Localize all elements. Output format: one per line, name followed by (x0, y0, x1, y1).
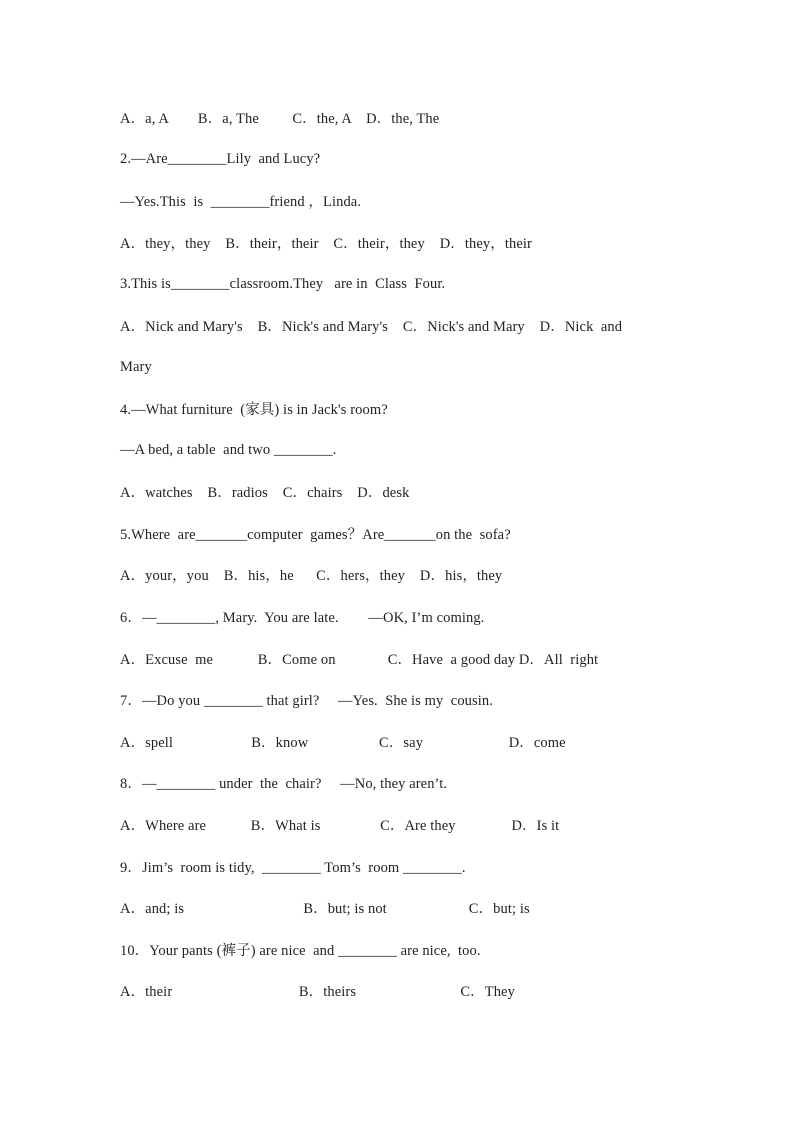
q2-question: 2.—Are________Lily and Lucy? (120, 151, 321, 167)
q9-question: 9．Jim’s room is tidy, ________ Tom’s room ________. (120, 860, 466, 876)
q8-options: A．Where are B．What is C．Are they D．Is it (120, 818, 560, 834)
q4-question: 4.—What furniture (家具) is in Jack's room? (120, 402, 388, 418)
q1-options: A．a, A B．a, The C．the, A D．the, The (120, 111, 440, 127)
q6-options: A．Excuse me B．Come on C．Have a good day D．All right (120, 652, 599, 668)
q3-options-continued: Mary (120, 359, 152, 375)
q2-options: A．they，they B．their，their C．their，they D．they，their (120, 236, 532, 252)
q3-question: 3.This is________classroom.They are in Class Four. (120, 276, 446, 292)
q3-options: A．Nick and Mary's B．Nick's and Mary's C．Nick's and Mary D．Nick and (120, 319, 623, 335)
q10-question: 10．Your pants (裤子) are nice and ________ are nice, too. (120, 943, 481, 959)
q7-question: 7．—Do you ________ that girl? —Yes. She is my cousin. (120, 693, 493, 709)
q5-options: A．your，you B．his，he C．hers，they D．his，they (120, 568, 503, 584)
q6-question: 6．—________, Mary. You are late. —OK, I’m coming. (120, 610, 485, 626)
q9-options: A．and; is B．but; is not C．but; is (120, 901, 530, 917)
q10-options: A．their B．theirs C．They (120, 984, 515, 1000)
q7-options: A．spell B．know C．say D．come (120, 735, 566, 751)
q2-response: —Yes.This is ________friend ，Linda. (120, 194, 362, 210)
q4-options: A．watches B．radios C．chairs D．desk (120, 485, 410, 501)
q8-question: 8．—________ under the chair? —No, they aren’t. (120, 776, 448, 792)
q4-response: —A bed, a table and two ________. (120, 442, 337, 458)
q5-question: 5.Where are_______computer games？Are_______on the sofa? (120, 527, 511, 543)
